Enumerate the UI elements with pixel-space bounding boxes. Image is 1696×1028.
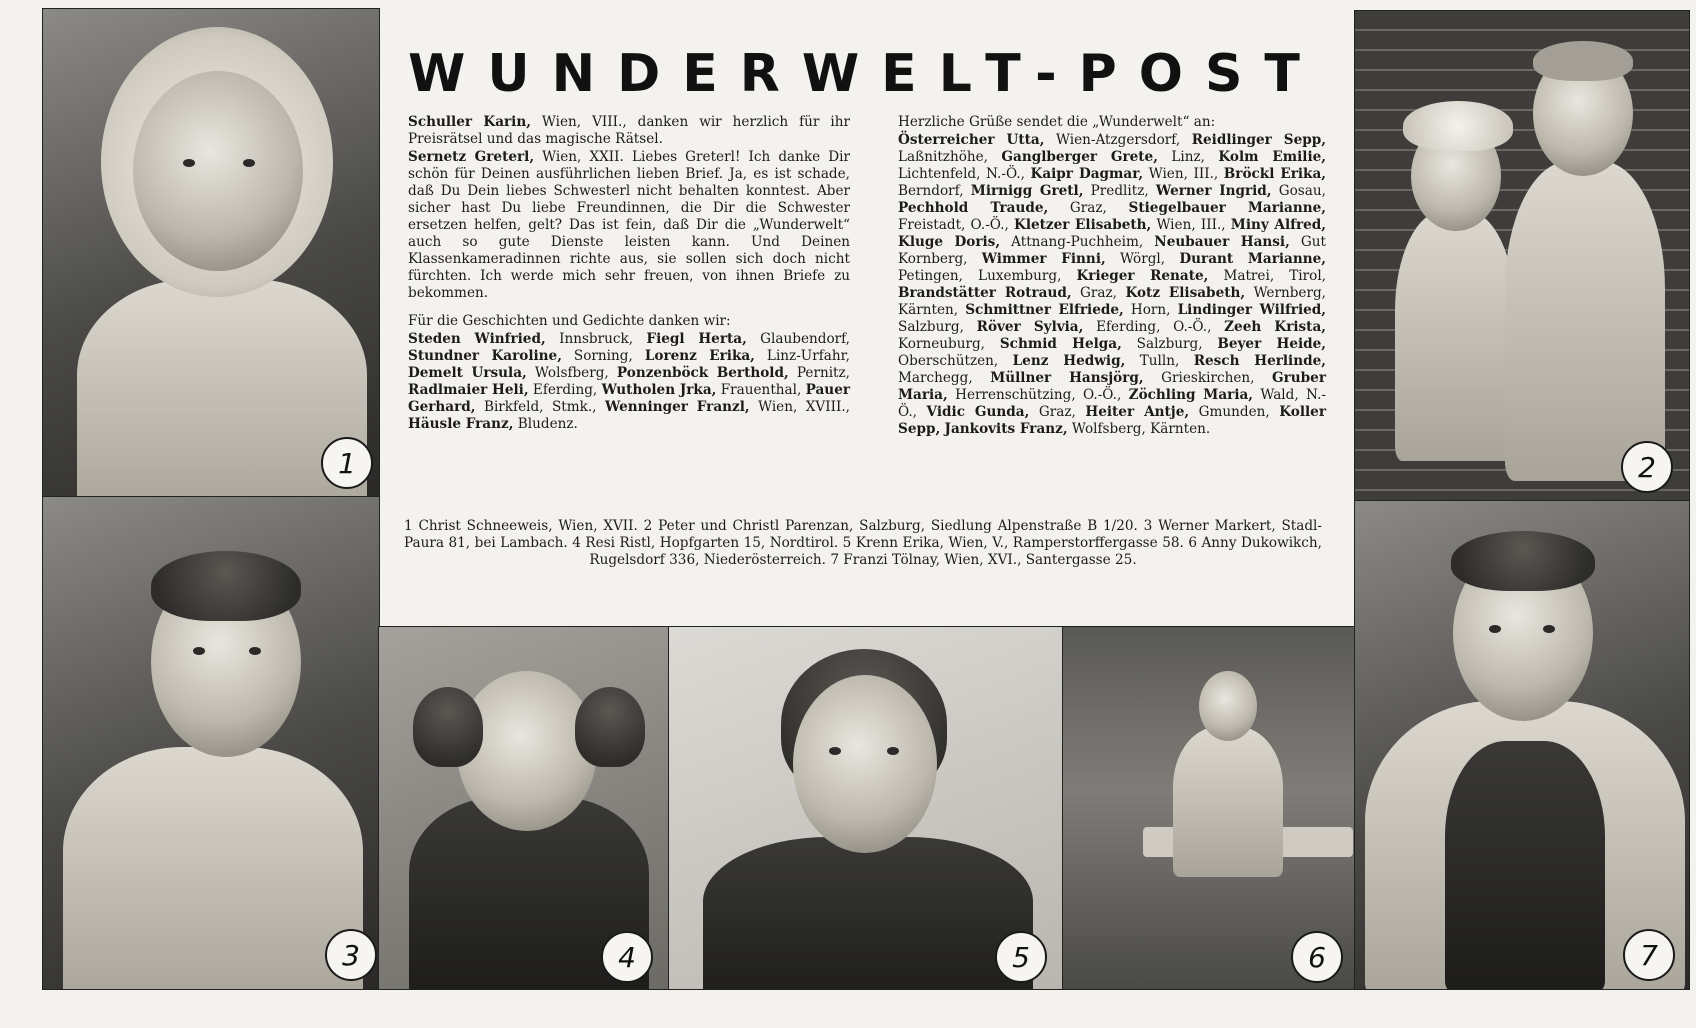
greeting-name-place: Attnang-Puchheim, (1000, 234, 1155, 250)
thanks-name: Radlmaier Heli, (408, 382, 529, 398)
greeting-name: Pechhold Traude, (898, 200, 1049, 216)
photo-3-eye-right (249, 647, 261, 655)
thanks-name-place: Eferding, (528, 382, 602, 398)
photo-number-5: 5 (995, 931, 1047, 983)
greeting-name: Durant Marianne, (1179, 251, 1326, 267)
photo-number-4: 4 (601, 931, 653, 983)
greeting-name: Kotz Elisabeth, (1125, 285, 1246, 301)
greeting-name: Österreicher Utta, (898, 132, 1045, 148)
photo-7 (1354, 500, 1690, 990)
photo-6-body (1173, 727, 1283, 877)
greeting-name: Schmid Helga, (999, 336, 1122, 352)
greeting-name: Zöchling Maria, (1128, 387, 1254, 403)
greeting-name: Kolm Emilie, (1218, 149, 1326, 165)
photo-number-6: 6 (1291, 931, 1343, 983)
greeting-name-place: Salzburg, (898, 319, 977, 335)
greeting-name-place: Wien-Atzgersdorf, (1044, 132, 1192, 148)
greetings-list (898, 132, 1326, 438)
thanks-intro: Für die Geschichten und Gedichte danken wir: (408, 313, 731, 329)
greeting-name: Heiter Antje, (1085, 404, 1190, 420)
greeting-name: Beyer Heide, (1217, 336, 1327, 352)
greeting-name-place: Gosau, (1271, 183, 1326, 199)
greeting-name-place: Berndorf, (898, 183, 971, 199)
photo-3 (42, 496, 380, 990)
thanks-name: Fiegl Herta, (646, 331, 747, 347)
photo-5-dress (703, 837, 1033, 990)
photo-1-eye-right (243, 159, 255, 167)
photo-2-child-right-body (1505, 161, 1665, 481)
thanks-name: Ponzenböck Berthold, (616, 365, 789, 381)
greeting-name-place: Eferding, O.-Ö., (1083, 319, 1225, 335)
greeting-name: Bröckl Erika, (1223, 166, 1326, 182)
photo-4-bow-left (413, 687, 483, 767)
photo-7-eye-right (1543, 625, 1555, 633)
greeting-name-place: Grieskirchen, (1143, 370, 1273, 386)
photo-6-face (1199, 671, 1257, 741)
photo-4 (378, 626, 670, 990)
right-text-column (898, 114, 1326, 438)
greeting-name: Krieger Renate, (1076, 268, 1209, 284)
greeting-name-place: Gut Kornberg, (898, 234, 1326, 267)
greeting-name: Gruber Maria, (898, 370, 1326, 403)
greeting-name-place: Korneuburg, (898, 336, 1000, 352)
photo-7-hair (1451, 531, 1595, 591)
thanks-name: Wenninger Franzl, (604, 399, 750, 415)
thanks-name: Demelt Ursula, (408, 365, 527, 381)
greeting-name-place: Wernberg, Kärnten, (898, 285, 1326, 318)
photo-3-eye-left (193, 647, 205, 655)
greeting-name-place: Oberschützen, (898, 353, 1013, 369)
greeting-name-place: Tulln, (1125, 353, 1194, 369)
photo-5 (668, 626, 1064, 990)
greeting-name-place: Petingen, Luxemburg, (898, 268, 1077, 284)
photo-5-face (793, 675, 937, 853)
greeting-name-place: Salzburg, (1121, 336, 1218, 352)
greeting-name: Kaipr Dagmar, (1030, 166, 1144, 182)
greeting-name: Vidic Gunda, (926, 404, 1030, 420)
thanks-name-place: Wien, XVIII., (749, 399, 850, 415)
photo-5-eye-left (829, 747, 841, 755)
greeting-name: Werner Ingrid, (1155, 183, 1272, 199)
photo-1 (42, 8, 380, 498)
greeting-name-place: Laßnitzhöhe, (898, 149, 1002, 165)
greeting-name: Resch Herlinde, (1193, 353, 1326, 369)
page-title: WUNDERWELT-POST (408, 44, 1322, 104)
greeting-name-place: Graz, (1048, 200, 1129, 216)
thanks-list (408, 331, 850, 433)
greeting-name: Ganglberger Grete, (1001, 149, 1158, 165)
photo-number-1: 1 (321, 437, 373, 489)
photo-7-eye-left (1489, 625, 1501, 633)
greeting-name: Müllner Hansjörg, (990, 370, 1144, 386)
paragraph-sernetz: Sernetz Greterl, Wien, XXII. Liebes Greterl! Ich danke Dir schön für Deinen ausführlichen lieben Brief. Ja, es ist schade, daß Du Dein liebes Schwesterl nicht behalten konntest. Aber sicher hast Du liebe Freundinnen, die Dir die Schwester ersetzen helfen, gelt? Das ist fein, daß Dir die „Wunderwelt“ auch so gute Dienste leisten kann. Und Deinen Klassenkameradinnen richte aus, sie sollen sich doch nicht fürchten. Ich werde mich sehr freuen, von ihnen Briefe zu bekommen. (408, 149, 850, 301)
thanks-name-place: Birkfeld, Stmk., (475, 399, 605, 415)
thanks-name-place: Innsbruck, (545, 331, 647, 347)
greeting-name-place: Wörgl, (1105, 251, 1180, 267)
greeting-name: Lenz Hedwig, (1012, 353, 1126, 369)
photo-2-child-left-bow (1403, 101, 1513, 151)
greeting-name: Stiegelbauer Marianne, (1128, 200, 1327, 216)
greeting-name: Reidlinger Sepp, (1191, 132, 1327, 148)
greeting-name: Zeeh Krista, (1224, 319, 1326, 335)
photo-2-child-right-hair (1533, 41, 1633, 81)
greeting-name: Neubauer Hansi, (1154, 234, 1290, 250)
greeting-name: Kletzer Elisabeth, (1014, 217, 1152, 233)
thanks-name-place: Pernitz, (788, 365, 850, 381)
greeting-name: Wimmer Finni, (981, 251, 1106, 267)
photo-1-eye-left (183, 159, 195, 167)
greeting-name-place: Lichtenfeld, N.-Ö., (898, 166, 1031, 182)
photo-7-lederhosen (1445, 741, 1605, 990)
thanks-name-place: Glaubendorf, (746, 331, 850, 347)
photo-number-7: 7 (1623, 929, 1675, 981)
thanks-name: Häusle Franz, (408, 416, 514, 432)
greeting-name-place: Graz, (1029, 404, 1086, 420)
thanks-name-place: Bludenz. (513, 416, 578, 432)
thanks-name: Lorenz Erika, (644, 348, 755, 364)
photo-3-body (63, 747, 363, 990)
greeting-name-place: Wien, III., (1151, 217, 1231, 233)
thanks-name-place: Linz-Urfahr, (754, 348, 850, 364)
greeting-name-place: Wolfsberg, Kärnten. (1067, 421, 1211, 437)
greeting-name: Röver Sylvia, (976, 319, 1084, 335)
greeting-name-place: Gmunden, (1189, 404, 1280, 420)
thanks-name: Wutholen Jrka, (601, 382, 717, 398)
photo-number-2: 2 (1621, 441, 1673, 493)
greeting-name-place: Horn, (1123, 302, 1178, 318)
greeting-name: Kluge Doris, (898, 234, 1001, 250)
greetings-intro: Herzliche Grüße sendet die „Wunderwelt“ an: (898, 114, 1216, 130)
paragraph-schuller: Schuller Karin, Wien, VIII., danken wir herzlich für ihr Preisrätsel und das magische Rätsel. (408, 114, 850, 147)
greeting-name-place: Matrei, Tirol, (1208, 268, 1326, 284)
greeting-name: Mirnigg Gretl, (970, 183, 1084, 199)
thanks-name-place: Wolsfberg, (526, 365, 617, 381)
greeting-name: Brandstätter Rotraud, (898, 285, 1072, 301)
photo-5-eye-right (887, 747, 899, 755)
thanks-name-place: Sorning, (561, 348, 645, 364)
photo-2-child-left-body (1395, 211, 1515, 461)
greeting-name-place: Herrenschützing, O.-Ö., (947, 387, 1129, 403)
left-text-column (408, 114, 850, 433)
photo-4-bow-right (575, 687, 645, 767)
greeting-name-place: Wald, N.-Ö., (898, 387, 1326, 420)
thanks-name: Pauer Gerhard, (408, 382, 850, 415)
photo-1-face (133, 71, 303, 271)
greeting-name-place: Predlitz, (1083, 183, 1156, 199)
greeting-name: Jankovits Franz, (944, 421, 1068, 437)
greeting-name-place: Wien, III., (1143, 166, 1224, 182)
greeting-name: Lindinger Wilfried, (1177, 302, 1327, 318)
greeting-name: Miny Alfred, (1230, 217, 1327, 233)
thanks-name: Steden Winfried, (408, 331, 546, 347)
greeting-name-place: Freistadt, O.-Ö., (898, 217, 1014, 233)
photo-6 (1062, 626, 1356, 990)
greeting-name-place: Linz, (1157, 149, 1219, 165)
photo-number-3: 3 (325, 929, 377, 981)
thanks-name-place: Frauenthal, (716, 382, 806, 398)
thanks-name: Stundner Karoline, (408, 348, 562, 364)
photo-2 (1354, 10, 1690, 502)
photo-caption: 1 Christ Schneeweis, Wien, XVII. 2 Peter und Christl Parenzan, Salzburg, Siedlung Alpenstraße B 1/20. 3 Werner Markert, Stadl-Paura 81, bei Lambach. 4 Resi Ristl, Hopfgarten 15, Nordtirol. 5 Krenn Erika, Wien, V., Ramperstorffergasse 58. 6 Anny Dukowikch, Rugelsdorf 336, Niederösterreich. 7 Franzi Tölnay, Wien, XVI., Santergasse 25. (404, 518, 1322, 568)
greeting-name-place: Marchegg, (898, 370, 991, 386)
greeting-name: Schmittner Elfriede, (965, 302, 1124, 318)
greeting-name-place: Graz, (1071, 285, 1126, 301)
photo-3-hair (151, 551, 301, 621)
greeting-name: Koller Sepp, (898, 404, 1326, 437)
